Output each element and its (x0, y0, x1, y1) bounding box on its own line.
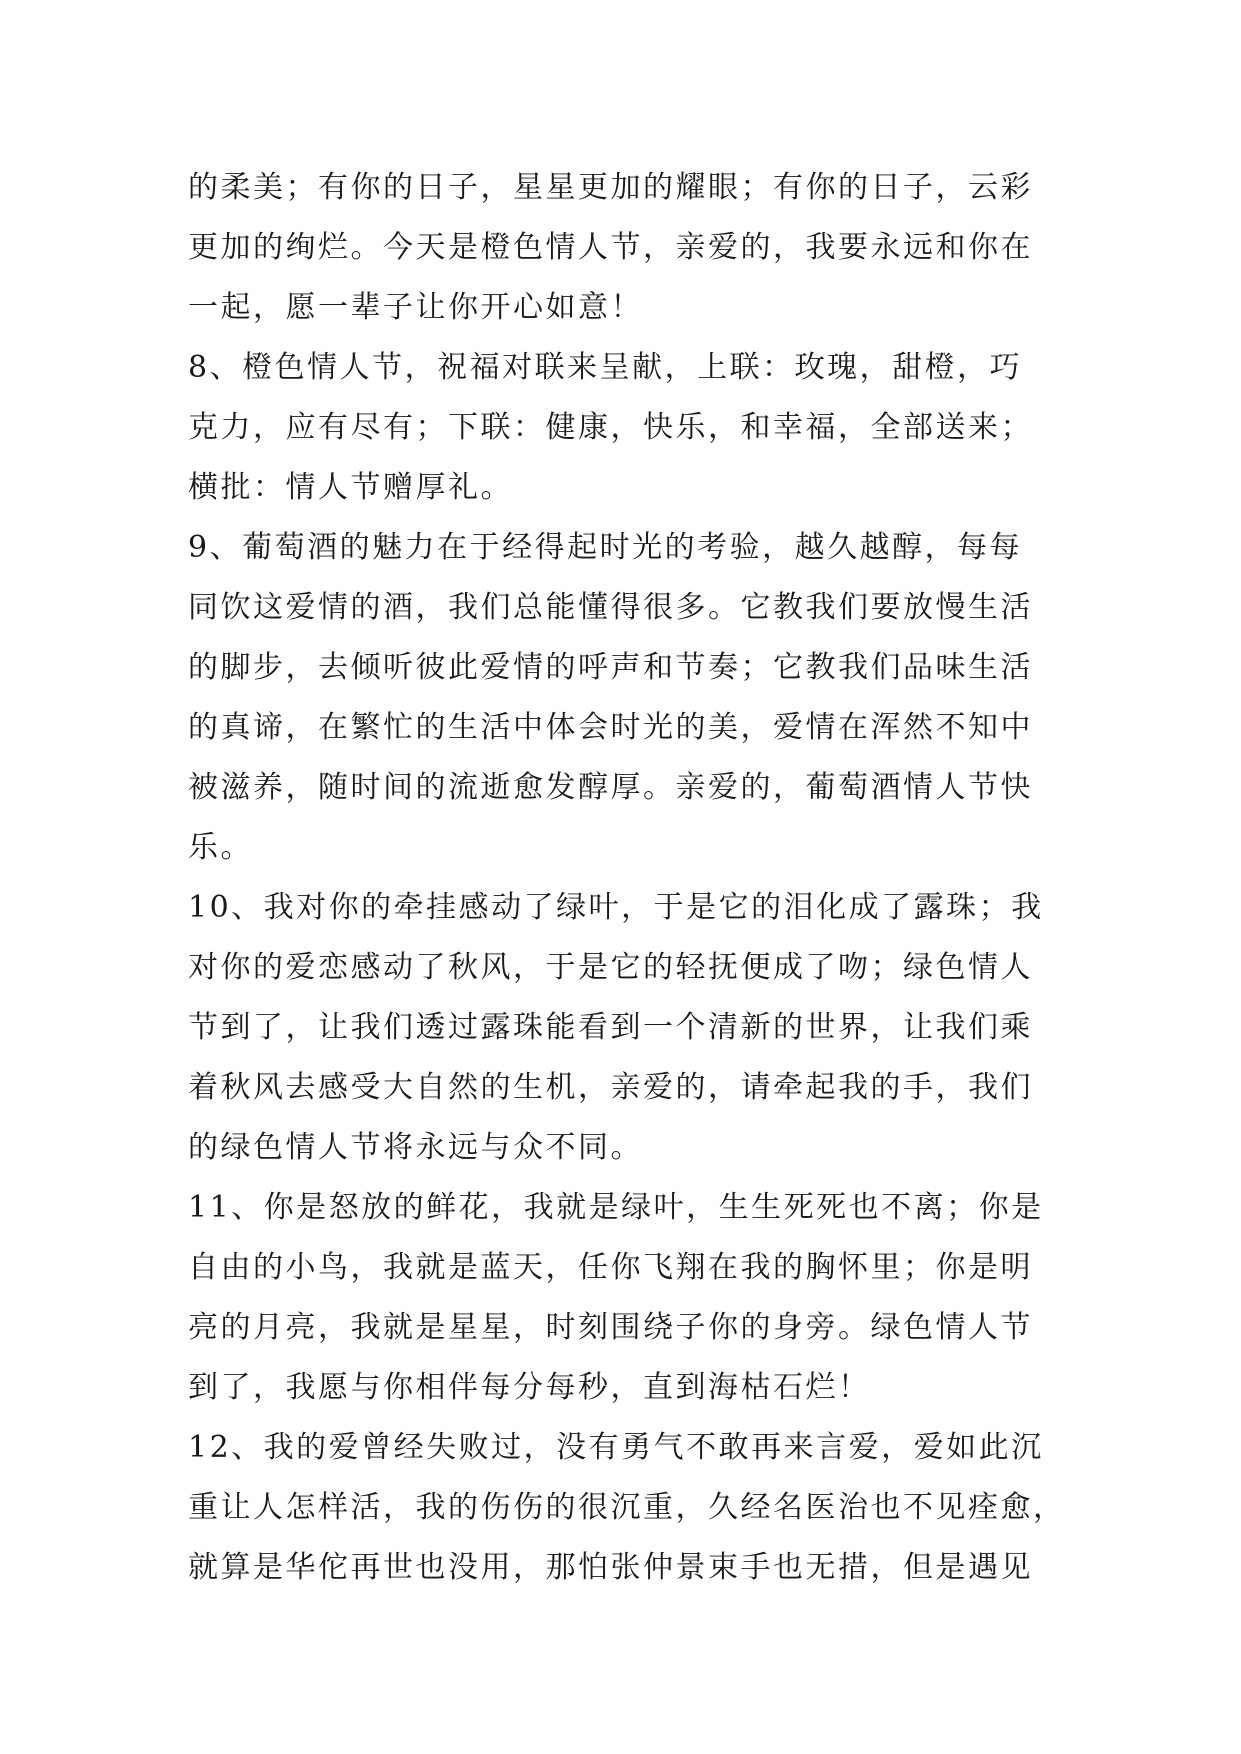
text-line: 被滋养，随时间的流逝愈发醇厚。亲爱的，葡萄酒情人节快 (188, 770, 1033, 805)
text-line: 11、你是怒放的鲜花，我就是绿叶，生生死死也不离；你是 (188, 1190, 1044, 1225)
text-line: 8、橙色情人节，祝福对联来呈献，上联：玫瑰，甜橙，巧 (188, 350, 1023, 385)
text-line: 12、我的爱曾经失败过，没有勇气不敢再来言爱，爱如此沉 (188, 1430, 1044, 1465)
text-line: 9、葡萄酒的魅力在于经得起时光的考验，越久越醇，每每 (188, 530, 1023, 565)
text-line: 一起，愿一辈子让你开心如意！ (188, 290, 643, 325)
text-line: 横批：情人节赠厚礼。 (188, 470, 513, 505)
text-line: 更加的绚烂。今天是橙色情人节，亲爱的，我要永远和你在 (188, 230, 1033, 265)
text-line: 10、我对你的牵挂感动了绿叶，于是它的泪化成了露珠；我 (188, 890, 1044, 925)
text-line: 的柔美；有你的日子，星星更加的耀眼；有你的日子，云彩 (188, 170, 1033, 205)
text-line: 自由的小鸟，我就是蓝天，任你飞翔在我的胸怀里；你是明 (188, 1250, 1033, 1285)
text-line: 亮的月亮，我就是星星，时刻围绕子你的身旁。绿色情人节 (188, 1310, 1033, 1345)
text-line: 同饮这爱情的酒，我们总能懂得很多。它教我们要放慢生活 (188, 590, 1033, 625)
text-line: 重让人怎样活，我的伤伤的很沉重，久经名医治也不见痊愈， (188, 1490, 1066, 1525)
document-body-text (188, 158, 1068, 1598)
text-line: 乐。 (188, 830, 253, 865)
text-line: 节到了，让我们透过露珠能看到一个清新的世界，让我们乘 (188, 1010, 1033, 1045)
text-line: 的绿色情人节将永远与众不同。 (188, 1130, 643, 1165)
text-line: 着秋风去感受大自然的生机，亲爱的，请牵起我的手，我们 (188, 1070, 1033, 1105)
text-line: 到了，我愿与你相伴每分每秒，直到海枯石烂！ (188, 1370, 871, 1405)
text-line: 的脚步，去倾听彼此爱情的呼声和节奏；它教我们品味生活 (188, 650, 1033, 685)
text-line: 就算是华佗再世也没用，那怕张仲景束手也无措，但是遇见 (188, 1550, 1033, 1585)
text-line: 对你的爱恋感动了秋风，于是它的轻抚便成了吻；绿色情人 (188, 950, 1033, 985)
text-line: 克力，应有尽有；下联：健康，快乐，和幸福，全部送来； (188, 410, 1033, 445)
text-line: 的真谛，在繁忙的生活中体会时光的美，爱情在浑然不知中 (188, 710, 1033, 745)
